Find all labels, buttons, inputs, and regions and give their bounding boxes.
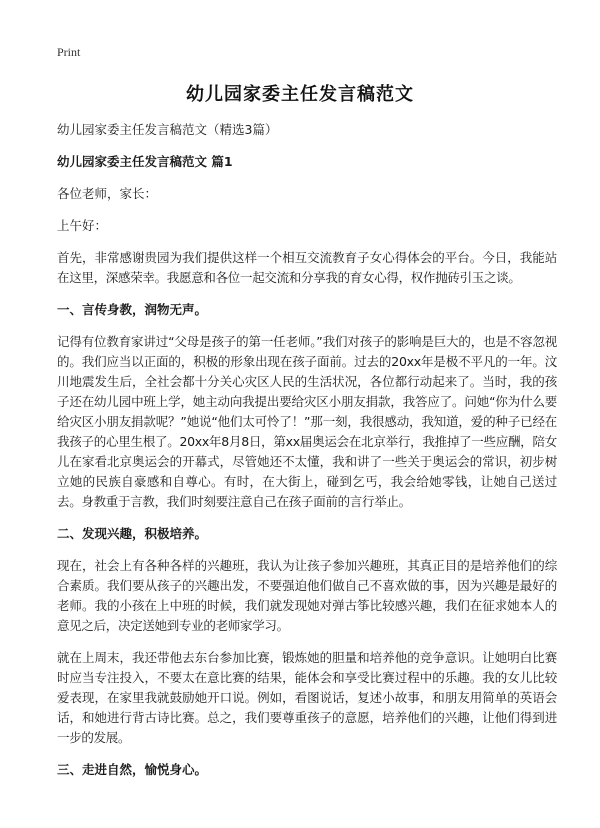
document-body [57, 120, 557, 792]
greeting: 各位老师，家长： [57, 186, 158, 201]
section-1-paragraph: 记得有位教育家讲过“父母是孩子的第一任老师。”我们对孩子的影响是巨大的，也是不容忽视的。我们应当以正面的，积极的形象出现在孩子面前。过去的20xx年是极不平凡的一年。汶川地震发生后，全社会都十分关心灾区人民的生活状况，各位都行动起来了。当时，我的孩子还在幼儿园中班上学，她主动向我提出要给灾区小朋友捐款，我答应了。问她“你为什么要给灾区小朋友捐款呢？”她说“他们太可怜了！”那一刻，我很感动，我知道，爱的种子已经在我孩子的心里生根了。20xx年8月8日，第xx届奥运会在北京举行，我推掉了一些应酬，陪女儿在家看北京奥运会的开幕式，尽管她还不太懂，我和讲了一些关于奥运会的常识，初步树立她的民族自豪感和自尊心。有时，在大街上，碰到乞丐，我会给她零钱，让她自己送过去。身教重于言教，我们时刻要注意自己在孩子面前的言行举止。 [57, 334, 557, 509]
section-3-heading: 三、走进自然，愉悦身心。 [57, 762, 208, 777]
section-2-paragraph-1: 现在，社会上有各种各样的兴趣班，我认为让孩子参加兴趣班，其真正目的是培养他们的综合素质。我们要从孩子的兴趣出发，不要强迫他们做自己不喜欢做的事，因为兴趣是最好的老师。我的小孩在上中班的时候，我们就发现她对弹古筝比较感兴趣，我们在征求她本人的意见之后，决定送她到专业的老师家学习。 [57, 558, 557, 633]
part-heading: 幼儿园家委主任发言稿范文 篇1 [57, 154, 233, 169]
document-subtitle: 幼儿园家委主任发言稿范文（精选3篇） [57, 122, 278, 137]
section-2-paragraph-2: 就在上周末，我还带他去东台参加比赛，锻炼她的胆量和培养他的竞争意识。让她明白比赛时应当专注投入，不要太在意比赛的结果，能体会和享受比赛过程中的乐趣。我的女儿比较爱表现，在家里我就鼓励她开口说。例如，看图说话，复述小故事，和朋友用简单的英语会话，和她进行背古诗比赛。总之，我们要尊重孩子的意愿，培养他们的兴趣，让他们得到进一步的发展。 [57, 650, 557, 745]
greeting-morning: 上午好： [57, 218, 108, 233]
intro-paragraph: 首先，非常感谢贵园为我们提供这样一个相互交流教育子女心得体会的平台。今日，我能站在这里，深感荣幸。我愿意和各位一起交流和分享我的育女心得，权作抛砖引玉之谈。 [57, 250, 557, 285]
section-2-heading: 二、发现兴趣，积极培养。 [57, 526, 208, 541]
page-title: 幼儿园家委主任发言稿范文 [186, 84, 414, 105]
print-label[interactable]: Print [57, 45, 81, 59]
section-1-heading: 一、言传身教，润物无声。 [57, 302, 208, 317]
